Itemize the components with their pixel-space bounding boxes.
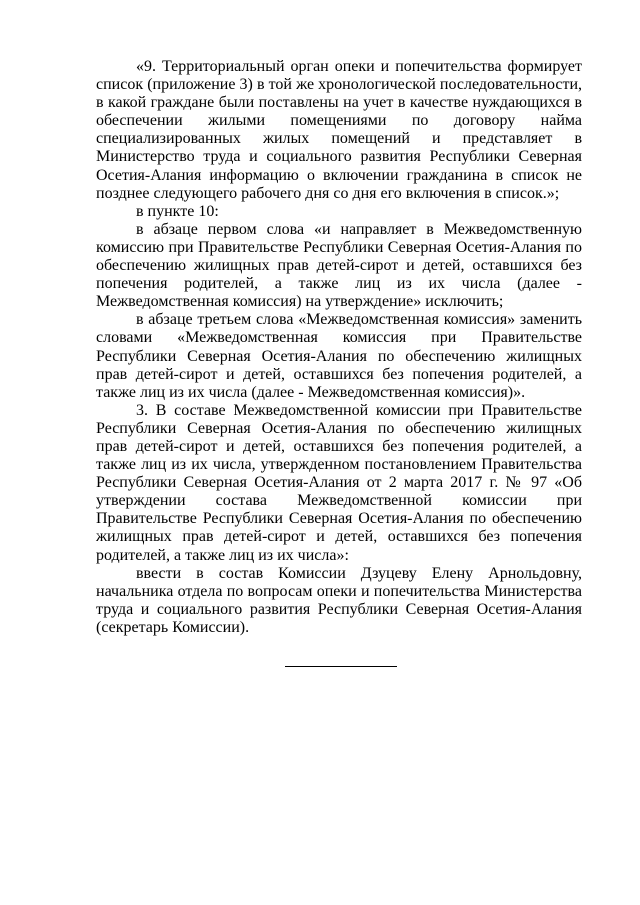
paragraph-third-subparagraph-amendment: в абзаце третьем слова «Межведомственная комиссия» заменить словами «Межведомственная комиссия при Правительстве Республики Северная Осетия-Алания по обеспечению жилищных прав детей-сирот и детей, оставшихся без попечения родителей, а также лиц из их числа (далее - Межведомственная комиссия)». — [96, 311, 582, 401]
paragraph-first-subparagraph-amendment: в абзаце первом слова «и направляет в Межведомственную комиссию при Правительстве Республики Северная Осетия-Алания по обеспечению жилищных прав детей-сирот и детей, оставшихся без попечения родителей, а также лиц из их числа (далее - Межведомственная комиссия) на утверждение» исключить; — [96, 220, 582, 311]
paragraph-new-member: ввести в состав Комиссии Дзуцеву Елену Арнольдовну, начальника отдела по вопросам опеки и попечительства Министерства труда и социального развития Республики Северная Осетия-Алания (секретарь Комиссии). — [96, 564, 582, 636]
paragraph-commission-composition: 3. В составе Межведомственной комиссии при Правительстве Республики Северная Осетия-Алания по обеспечению жилищных прав детей-сирот и детей, оставшихся без попечения родителей, а также лиц из их числа, утвержденном постановлением Правительства Республики Северная Осетия-Алания от 2 марта 2017 г. № 97 «Об утверждении состава Межведомственной комиссии при Правительстве Республики Северная Осетия-Алания по обеспечению жилищных прав детей-сирот и детей, оставшихся без попечения родителей, а также лиц из их числа»: — [96, 401, 582, 564]
paragraph-item-9-text: «9. Территориальный орган опеки и попечительства формирует список (приложение 3) в той же хронологической последовательности, в какой граждане были поставлены на учет в качестве нуждающихся в обеспечении жилыми помещениями по договору найма специализированных жилых помещений и представляет в Министерство труда и социального развития Республики Северная Осетия-Алания информацию о включении гражданина в список не позднее следующего рабочего дня со дня его включения в список.»; — [96, 58, 582, 202]
end-separator-line — [285, 666, 397, 667]
document-body — [96, 58, 582, 637]
paragraph-point-10-heading: в пункте 10: — [136, 202, 219, 220]
